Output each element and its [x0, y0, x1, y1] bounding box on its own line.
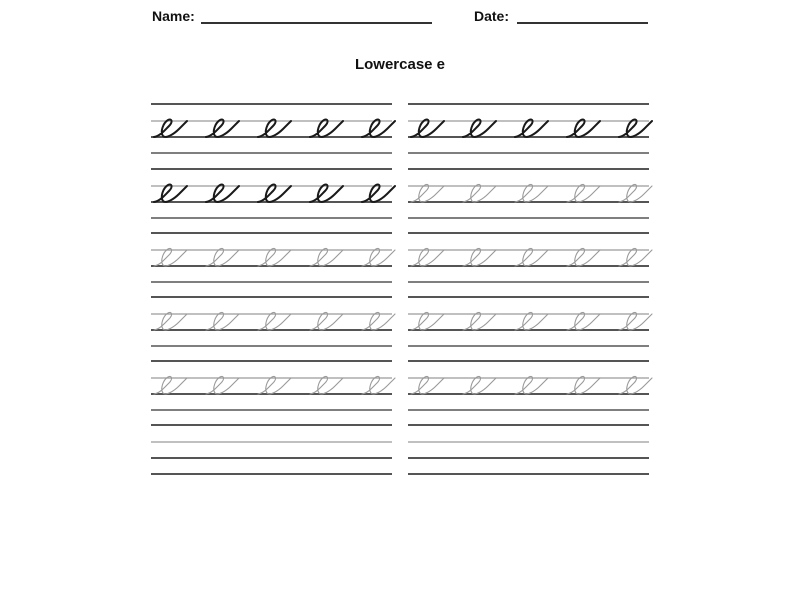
cursive-e-trace	[206, 376, 239, 394]
cursive-e-trace	[619, 376, 652, 394]
cursive-e-example	[619, 119, 652, 137]
cursive-e-trace	[411, 376, 444, 394]
cursive-e-trace	[567, 376, 600, 394]
cursive-e-trace	[362, 248, 395, 266]
cursive-e-trace	[206, 312, 239, 330]
cursive-e-trace	[463, 248, 496, 266]
cursive-e-trace	[619, 184, 652, 202]
cursive-e-example	[411, 119, 444, 137]
cursive-e-trace	[515, 312, 548, 330]
cursive-e-trace	[362, 376, 395, 394]
cursive-e-trace	[258, 248, 291, 266]
cursive-e-trace	[258, 376, 291, 394]
cursive-e-example	[362, 184, 395, 202]
worksheet-title: Lowercase e	[354, 56, 446, 73]
cursive-e-trace	[463, 184, 496, 202]
cursive-e-example	[206, 184, 239, 202]
cursive-e-example	[206, 119, 239, 137]
cursive-e-trace	[154, 376, 187, 394]
cursive-e-trace	[206, 248, 239, 266]
cursive-e-trace	[362, 312, 395, 330]
cursive-e-example	[310, 119, 343, 137]
cursive-e-trace	[154, 312, 187, 330]
cursive-e-trace	[154, 248, 187, 266]
cursive-e-trace	[463, 376, 496, 394]
cursive-e-trace	[515, 184, 548, 202]
cursive-e-trace	[567, 312, 600, 330]
cursive-e-example	[310, 184, 343, 202]
cursive-e-trace	[310, 312, 343, 330]
cursive-e-trace	[411, 184, 444, 202]
cursive-e-trace	[411, 312, 444, 330]
cursive-e-example	[362, 119, 395, 137]
cursive-e-trace	[619, 248, 652, 266]
cursive-e-example	[258, 119, 291, 137]
date-label: Date:	[474, 8, 510, 24]
cursive-e-trace	[310, 376, 343, 394]
cursive-e-trace	[258, 312, 291, 330]
cursive-e-trace	[515, 376, 548, 394]
cursive-e-example	[567, 119, 600, 137]
cursive-e-example	[154, 119, 187, 137]
name-label: Name:	[152, 8, 195, 24]
cursive-e-trace	[463, 312, 496, 330]
cursive-e-trace	[515, 248, 548, 266]
cursive-e-example	[463, 119, 496, 137]
cursive-e-example	[515, 119, 548, 137]
cursive-e-trace	[567, 248, 600, 266]
cursive-e-example	[258, 184, 291, 202]
cursive-e-trace	[310, 248, 343, 266]
cursive-e-trace	[567, 184, 600, 202]
cursive-e-trace	[411, 248, 444, 266]
cursive-e-trace	[619, 312, 652, 330]
cursive-e-example	[154, 184, 187, 202]
